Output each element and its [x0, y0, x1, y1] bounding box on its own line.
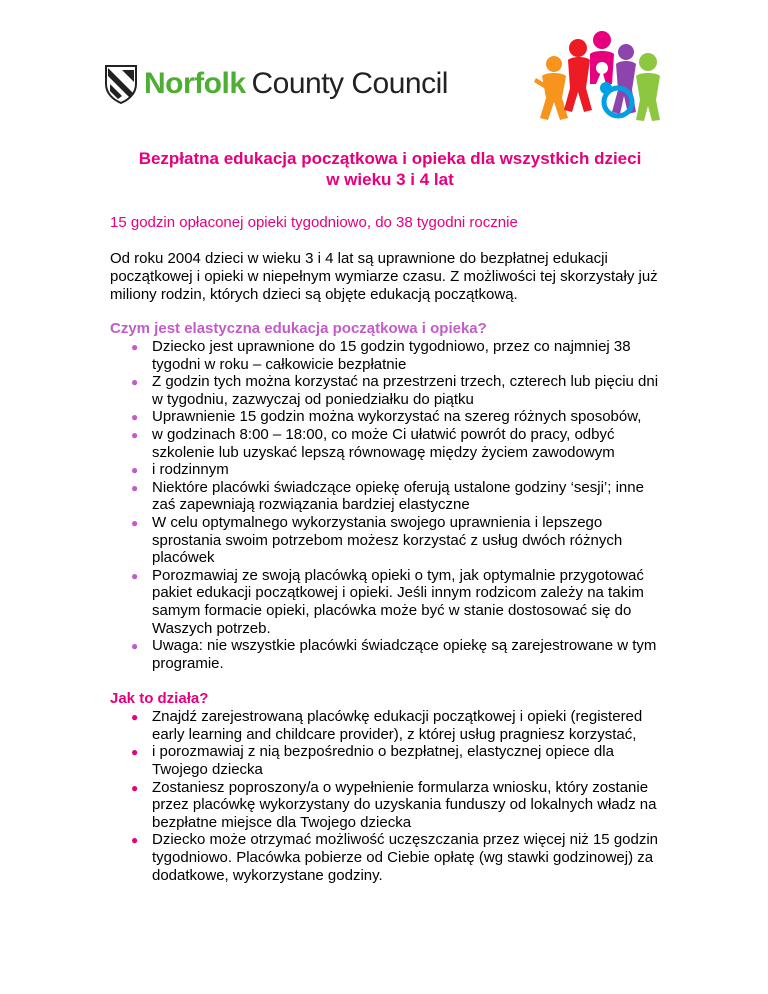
- organisation-name-rest: County Council: [251, 67, 448, 100]
- intro-paragraph: Od roku 2004 dzieci w wieku 3 i 4 lat są uprawnione do bezpłatnej edukacji początkowej i opieki w niepełnym wymiarze czasu. Z możliwości tej skorzystały już miliony rodzin, których dzieci są objęte edukacją początkową.: [110, 250, 658, 303]
- bullet-icon: ●: [131, 639, 139, 654]
- organisation-name: [144, 69, 448, 99]
- bullet-icon: ●: [131, 515, 139, 530]
- list-item: ● Niektóre placówki świadczące opiekę oferują ustalone godziny ‘sesji’; inne zaś zapewniają rozwiązania bardziej elastyczne: [131, 478, 644, 514]
- bullet-icon: ●: [131, 463, 139, 478]
- list-item: ● Dziecko może otrzymać możliwość uczęszczania przez więcej niż 15 godzin tygodniowo. Placówka pobierze od Ciebie opłatę (wg stawki godzinowej) za dodatkowe, wykorzystane godziny.: [131, 831, 659, 884]
- bullet-icon: ●: [131, 375, 139, 390]
- bullet-icon: ●: [131, 480, 139, 495]
- bullet-icon: ●: [131, 427, 139, 442]
- document-body: [110, 148, 670, 884]
- organisation-name-bold: Norfolk: [144, 67, 246, 100]
- section-heading-flexible-care: Czym jest elastyczna edukacja początkowa i opieka?: [110, 320, 487, 337]
- page-header: [0, 0, 768, 130]
- title-line-1: Bezpłatna edukacja początkowa i opieka dla wszystkich dzieci: [138, 149, 642, 168]
- list-item: ● Porozmawiaj ze swoją placówką opieki o tym, jak optymalnie przygotować pakiet edukacji początkowej i opieki. Jeśli innym rodzicom zależy na takim samym formacie opieki, placówka może być w stanie dostosować się do Waszych potrzeb.: [131, 566, 644, 637]
- bullet-icon: ●: [131, 745, 139, 760]
- list-item: ● Znajdź zarejestrowaną placówkę edukacji początkowej i opieki (registered early learning and childcare provider), z której usług pragniesz korzystać,: [131, 708, 643, 743]
- bullet-icon: ●: [131, 340, 139, 354]
- document-title: [110, 148, 670, 190]
- document-subtitle: 15 godzin opłaconej opieki tygodniowo, do 38 tygodni rocznie: [110, 214, 518, 231]
- list-item: ● Dziecko jest uprawnione do 15 godzin tygodniowo, przez co najmniej 38 tygodni w roku – całkowicie bezpłatnie: [131, 338, 631, 373]
- title-line-2: w wieku 3 i 4 lat: [326, 170, 454, 189]
- list-item: ● Uprawnienie 15 godzin można wykorzystać na szereg różnych sposobów,: [131, 408, 642, 426]
- list-item: ● i porozmawiaj z nią bezpośrednio o bezpłatnej, elastycznej opiece dla Twojego dziecka: [131, 743, 614, 779]
- list-item: ● Uwaga: nie wszystkie placówki świadczące opiekę są zarejestrowane w tym programie.: [131, 637, 657, 672]
- how-it-works-list: [110, 708, 670, 884]
- list-item: ● w godzinach 8:00 – 18:00, co może Ci ułatwić powrót do pracy, odbyć szkolenie lub uzyskać lepszą równowagę między życiem zawodowym: [131, 425, 615, 461]
- section-heading-how-it-works: Jak to działa?: [110, 690, 209, 708]
- children-figures-logo: [532, 28, 662, 123]
- norfolk-county-council-logo: [104, 64, 448, 104]
- flexible-care-list: [110, 338, 670, 672]
- list-item: ● Zostaniesz poproszony/a o wypełnienie formularza wniosku, który zostanie przez placówkę wykorzystany do uzyskania funduszy od lokalnych władz na bezpłatne miejsce dla Twojego dziecka: [131, 778, 657, 831]
- norfolk-crest-icon: [104, 64, 138, 104]
- list-item: ● W celu optymalnego wykorzystania swojego uprawnienia i lepszego sprostania swoim potrzebom możesz korzystać z usług dwóch różnych placówek: [131, 513, 623, 567]
- list-item: ● i rodzinnym: [131, 461, 229, 479]
- bullet-icon: ●: [131, 833, 139, 848]
- bullet-icon: ●: [131, 780, 139, 795]
- bullet-icon: ●: [131, 568, 139, 583]
- bullet-icon: ●: [131, 710, 139, 725]
- bullet-icon: ●: [131, 410, 139, 425]
- list-item: ● Z godzin tych można korzystać na przestrzeni trzech, czterech lub pięciu dni w tygodniu, zazwyczaj od poniedziałku do piątku: [131, 373, 659, 408]
